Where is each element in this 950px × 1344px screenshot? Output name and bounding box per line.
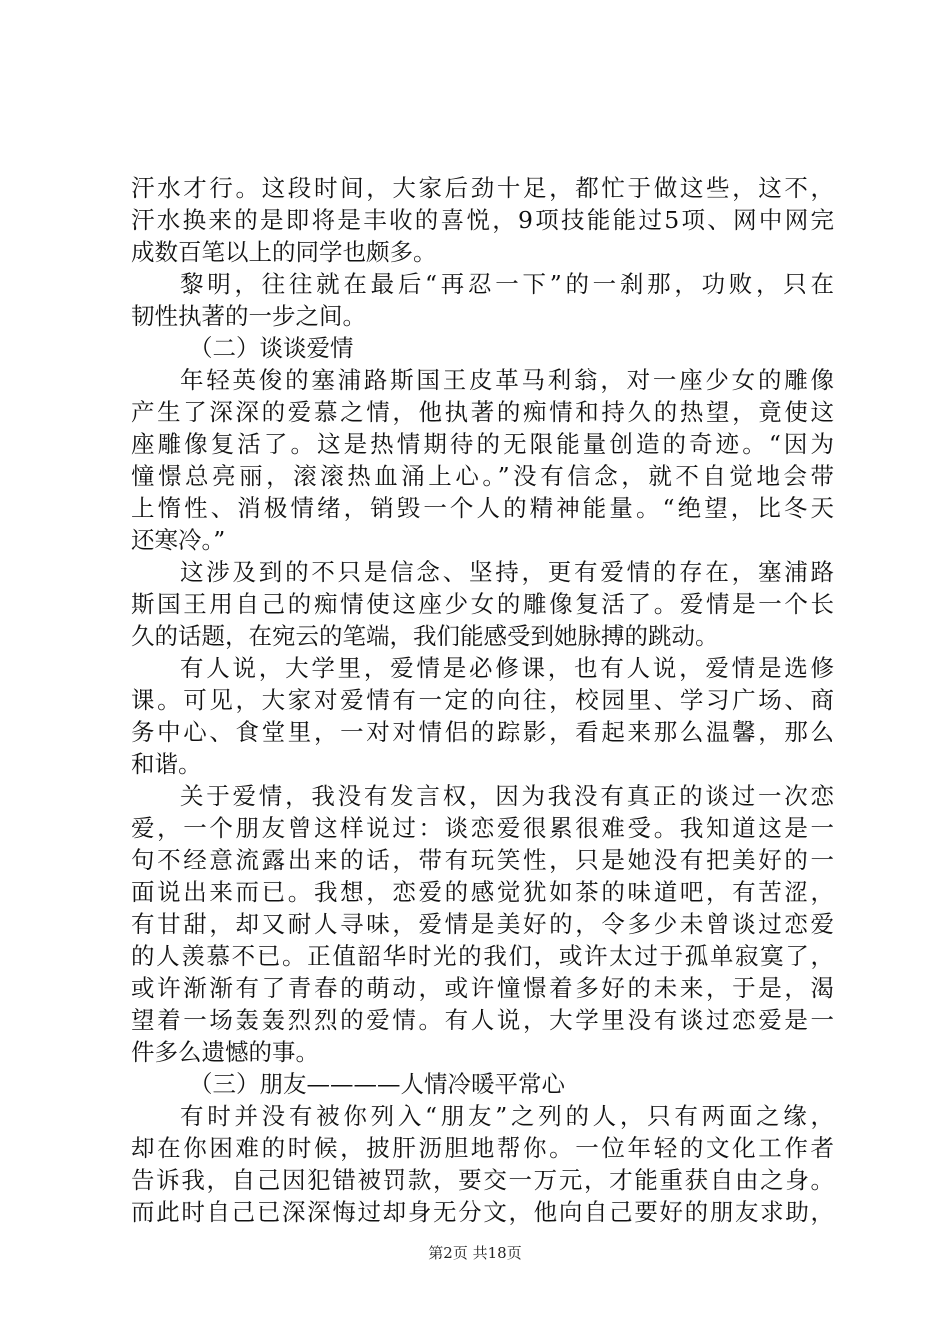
text-line: 有时并没有被你列入“朋友”之列的人，只有两面之缘， [180, 1102, 834, 1130]
text-line: 座雕像复活了。这是热情期待的无限能量创造的奇迹。“因为 [131, 430, 834, 458]
text-line: 或许渐渐有了青春的萌动，或许憧憬着多好的未来，于是，渴 [131, 974, 834, 1002]
text-line: 有人说，大学里，爱情是必修课，也有人说，爱情是选修 [180, 654, 834, 682]
section-heading: （二）谈谈爱情 [189, 334, 354, 362]
text-line: 韧性执著的一步之间。 [131, 302, 366, 330]
paragraph [131, 556, 834, 652]
text-line: 斯国王用自己的痴情使这座少女的雕像复活了。爱情是一个长 [131, 590, 834, 618]
paragraph [131, 1100, 834, 1228]
text-line: 件多么遗憾的事。 [131, 1038, 319, 1066]
text-line: 有甘甜，却又耐人寻味，爱情是美好的，令多少未曾谈过恋爱 [131, 910, 834, 938]
text-line: 汗水换来的是即将是丰收的喜悦，9项技能能过5项、网中网完 [131, 206, 834, 234]
text-line: 却在你困难的时候，披肝沥胆地帮你。一位年轻的文化工作者 [131, 1134, 834, 1162]
text-line: 务中心、食堂里，一对对情侣的踪影，看起来那么温馨，那么 [131, 718, 834, 746]
text-line: 黎明，往往就在最后“再忍一下”的一刹那，功败，只在 [180, 270, 834, 298]
text-line: 产生了深深的爱慕之情，他执著的痴情和持久的热望，竟使这 [131, 398, 834, 426]
text-line: 成数百笔以上的同学也颇多。 [131, 238, 437, 266]
text-line: 年轻英俊的塞浦路斯国王皮革马利翁，对一座少女的雕像 [180, 366, 834, 394]
text-line: 汗水才行。这段时间，大家后劲十足，都忙于做这些，这不， [131, 174, 834, 202]
paragraph [131, 652, 834, 780]
text-line: 句不经意流露出来的话，带有玩笑性，只是她没有把美好的一 [131, 846, 834, 874]
text-line: 还寒冷。” [131, 526, 226, 554]
paragraph [131, 268, 834, 332]
text-line: 而此时自己已深深悔过却身无分文，他向自己要好的朋友求助， [131, 1198, 834, 1226]
document-body [131, 172, 834, 1228]
paragraph [131, 364, 834, 556]
text-line: 的人羡慕不已。正值韶华时光的我们，或许太过于孤单寂寞了， [131, 942, 834, 970]
text-line: 久的话题，在宛云的笔端，我们能感受到她脉搏的跳动。 [131, 622, 719, 650]
text-line: 这涉及到的不只是信念、坚持，更有爱情的存在，塞浦路 [180, 558, 834, 586]
text-line: 和谐。 [131, 750, 202, 778]
text-line: 上惰性、消极情绪，销毁一个人的精神能量。“绝望，比冬天 [131, 494, 834, 522]
text-line: 告诉我，自己因犯错被罚款，要交一万元，才能重获自由之身。 [131, 1166, 834, 1194]
paragraph [131, 172, 834, 268]
text-line: 憧憬总亮丽，滚滚热血涌上心。”没有信念，就不自觉地会带 [131, 462, 834, 490]
text-line: 望着一场轰轰烈烈的爱情。有人说，大学里没有谈过恋爱是一 [131, 1006, 834, 1034]
page-number-footer: 第2页 共18页 [428, 1244, 522, 1262]
text-line: 课。可见，大家对爱情有一定的向往，校园里、学习广场、商 [131, 686, 834, 714]
text-line: 面说出来而已。我想，恋爱的感觉犹如茶的味道吧，有苦涩， [131, 878, 834, 906]
paragraph [131, 780, 834, 1068]
text-line: 关于爱情，我没有发言权，因为我没有真正的谈过一次恋 [180, 782, 834, 810]
text-line: 爱，一个朋友曾这样说过：谈恋爱很累很难受。我知道这是一 [131, 814, 834, 842]
section-heading: （三）朋友————人情冷暖平常心 [189, 1070, 565, 1098]
